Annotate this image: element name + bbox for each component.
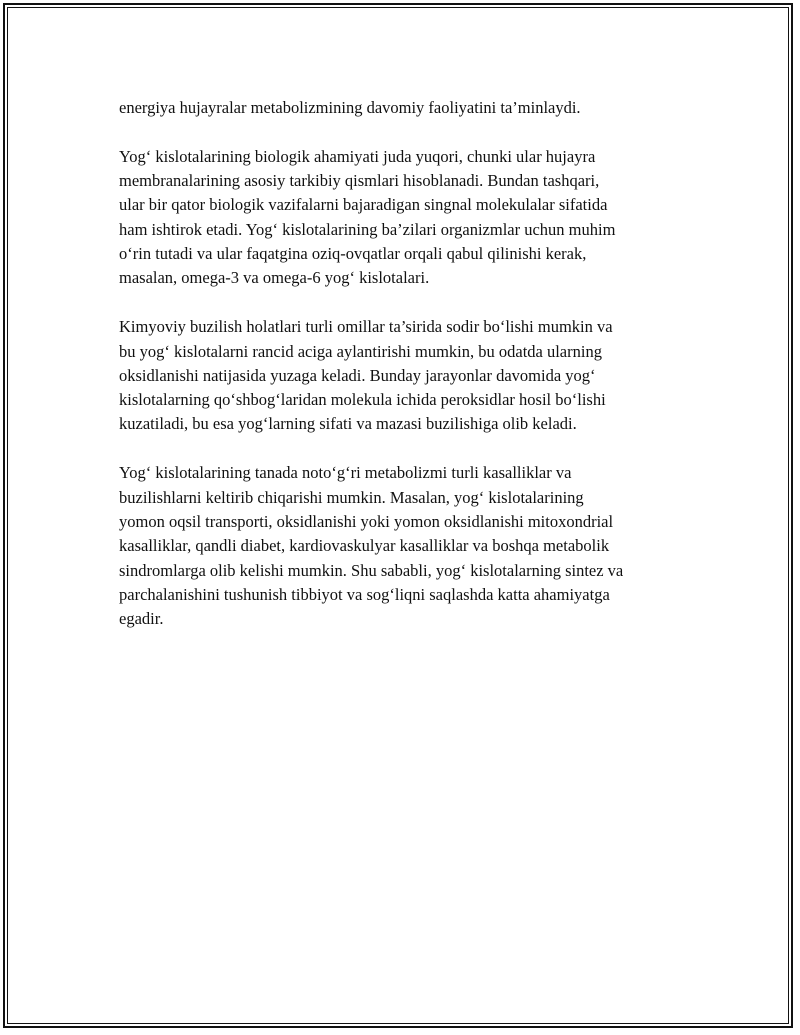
- paragraph-2: Yog‘ kislotalarining biologik ahamiyati juda yuqori, chunki ular hujayra membranalarining asosiy tarkibiy qismlari hisoblanadi. Bundan tashqari, ular bir qator biologik vazifalarni bajaradigan singnal molekulalar sifatida ham ishtirok etadi. Yog‘ kislotalarining ba’zilari organizmlar uchun muhim o‘rin tutadi va ular faqatgina oziq-ovqatlar orqali qabul qilinishi kerak, masalan, omega-3 va omega-6 yog‘ kislotalari.: [119, 146, 616, 288]
- paragraph-3: Kimyoviy buzilish holatlari turli omillar ta’sirida sodir bo‘lishi mumkin va bu yog‘ kislotalarni rancid aciga aylantirishi mumkin, bu odatda ularning oksidlanishi natijasida yuzaga keladi. Bunday jarayonlar davomida yog‘ kislotalarning qo‘shbog‘laridan molekula ichida peroksidlar hosil bo‘lishi kuzatiladi, bu esa yog‘larning sifati va mazasi buzilishiga olib keladi.: [119, 317, 613, 434]
- paragraph-4: Yog‘ kislotalarining tanada noto‘g‘ri metabolizmi turli kasalliklar va buzilishlarni keltirib chiqarishi mumkin. Masalan, yog‘ kislotalarining yomon oqsil transporti, oksidlanishi yoki yomon oksidlanishi mitoxondrial kasalliklar, qandli diabet, kardiovaskulyar kasalliklar va boshqa metabolik sindromlarga olib kelishi mumkin. Shu sababli, yog‘ kislotalarning sintez va parchalanishini tushunish tibbiyot va sog‘liqni saqlashda katta ahamiyatga egadir.: [119, 463, 624, 629]
- paragraph-1: energiya hujayralar metabolizmining davomiy faoliyatini ta’minlaydi.: [119, 98, 581, 117]
- document-page: [3, 3, 793, 1028]
- document-body: [119, 96, 709, 656]
